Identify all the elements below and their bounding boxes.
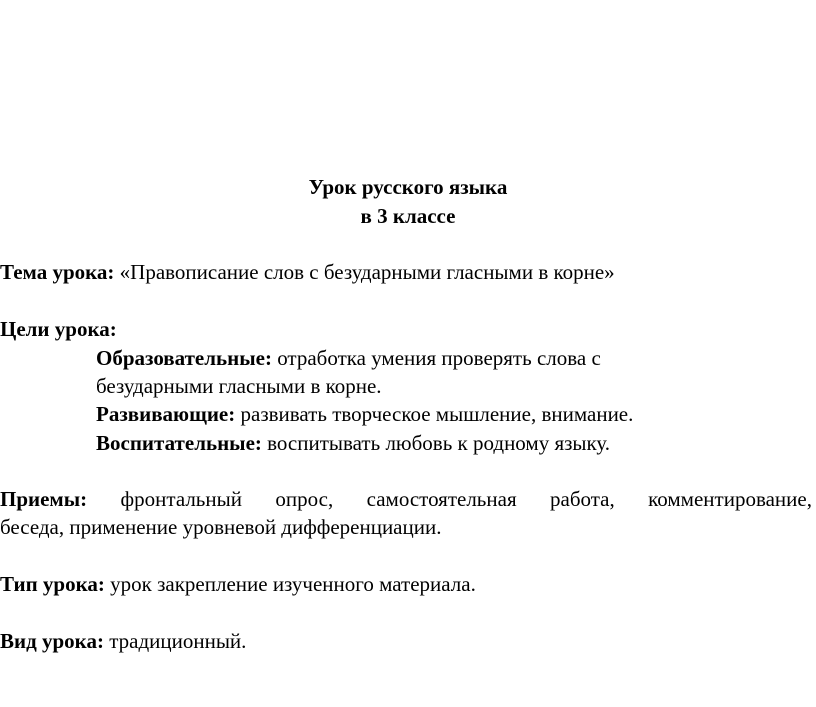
lesson-kind-label: Вид урока:: [0, 629, 104, 653]
methods-word: фронтальный: [120, 487, 242, 511]
goal-educational: [96, 344, 601, 373]
methods-value-line2: беседа, применение уровневой дифференциации.: [0, 515, 442, 539]
methods-word: комментирование,: [648, 487, 812, 511]
document-title-line2: в 3 классе: [360, 204, 456, 228]
goals-heading: [0, 315, 117, 344]
goal-educational-continuation: [96, 372, 382, 401]
topic-paragraph: [0, 258, 615, 287]
goal-educational-value-line1: отработка умения проверять слова с: [271, 346, 601, 370]
document-title-line1: Урок русского языка: [308, 175, 508, 199]
topic-label: Тема урока:: [0, 260, 115, 284]
lesson-kind-paragraph: [0, 627, 246, 656]
lesson-type-paragraph: [0, 570, 476, 599]
goal-educational-value-line2: безударными гласными в корне.: [96, 374, 382, 398]
goal-upbringing-value: воспитывать любовь к родному языку.: [261, 431, 611, 455]
goal-upbringing-label: Воспитательные:: [96, 431, 262, 455]
goal-developmental: [96, 400, 633, 429]
methods-word: работа,: [550, 487, 615, 511]
methods-word: самостоятельная: [366, 487, 517, 511]
goal-developmental-label: Развивающие:: [96, 402, 236, 426]
lesson-type-label: Тип урока:: [0, 572, 105, 596]
goal-developmental-value: развивать творческое мышление, внимание.: [235, 402, 634, 426]
lesson-type-value: урок закрепление изученного материала.: [104, 572, 476, 596]
goal-upbringing: [96, 429, 610, 458]
goals-label: Цели урока:: [0, 317, 117, 341]
topic-value: «Правописание слов с безударными гласными в корне»: [114, 260, 615, 284]
goal-educational-label: Образовательные:: [96, 346, 272, 370]
lesson-kind-value: традиционный.: [103, 629, 247, 653]
methods-line2: [0, 513, 441, 542]
methods-line1: [0, 485, 812, 514]
methods-word: опрос,: [275, 487, 334, 511]
methods-label: Приемы:: [0, 487, 88, 511]
